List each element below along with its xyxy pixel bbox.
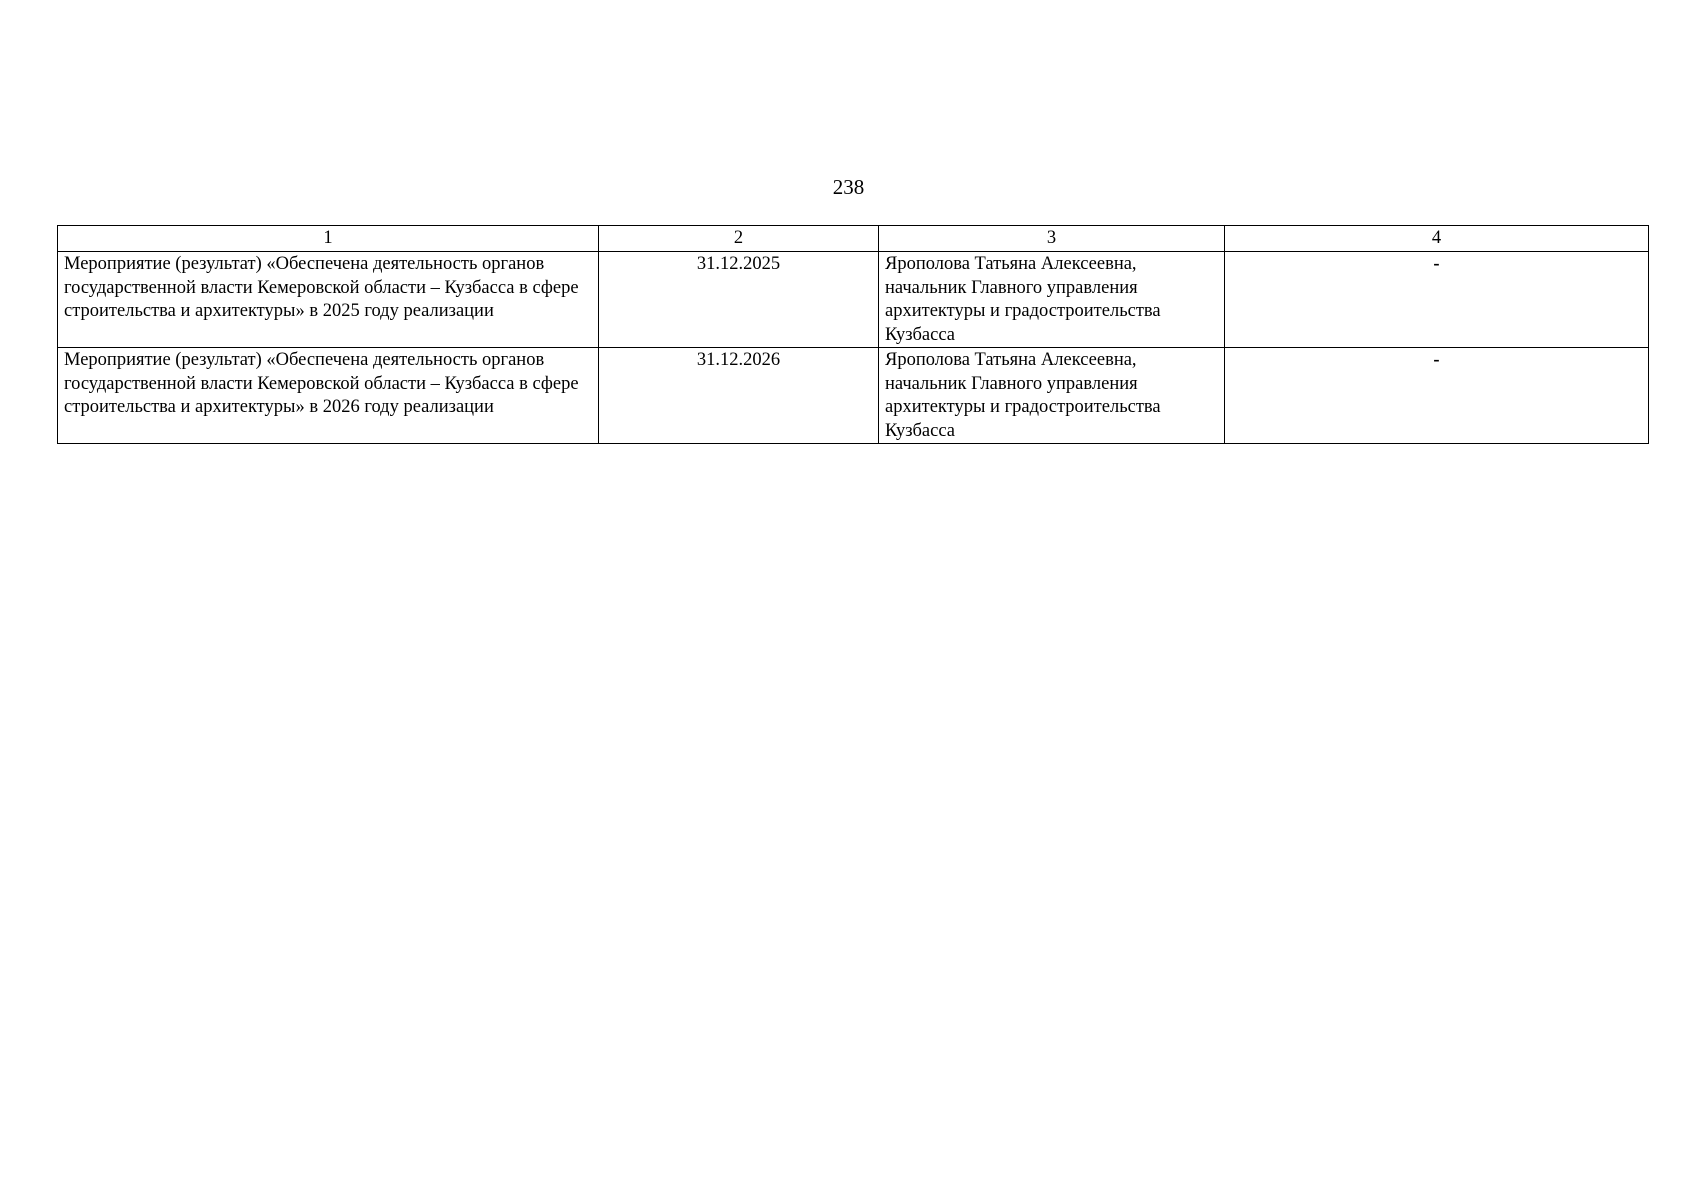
event-cell: Мероприятие (результат) «Обеспечена деятельность органов государственной власти Кемеровской области – Кузбасса в сфере строительства и архитектуры» в 2026 году реализации: [58, 348, 599, 444]
page-number: 238: [832, 175, 865, 199]
table-row: [58, 252, 1649, 348]
note-cell: -: [1225, 252, 1649, 348]
column-header-4: 4: [1225, 226, 1649, 252]
column-header-1: 1: [58, 226, 599, 252]
responsible-cell: Ярополова Татьяна Алексеевна, начальник Главного управления архитектуры и градостроительства Кузбасса: [879, 252, 1225, 348]
note-cell: -: [1225, 348, 1649, 444]
column-header-3: 3: [879, 226, 1225, 252]
table-header-row: [58, 226, 1649, 252]
table-row: [58, 348, 1649, 444]
column-header-2: 2: [599, 226, 879, 252]
responsible-cell: Ярополова Татьяна Алексеевна, начальник Главного управления архитектуры и градостроительства Кузбасса: [879, 348, 1225, 444]
document-table: [57, 225, 1649, 444]
date-cell: 31.12.2025: [599, 252, 879, 348]
event-cell: Мероприятие (результат) «Обеспечена деятельность органов государственной власти Кемеровской области – Кузбасса в сфере строительства и архитектуры» в 2025 году реализации: [58, 252, 599, 348]
date-cell: 31.12.2026: [599, 348, 879, 444]
